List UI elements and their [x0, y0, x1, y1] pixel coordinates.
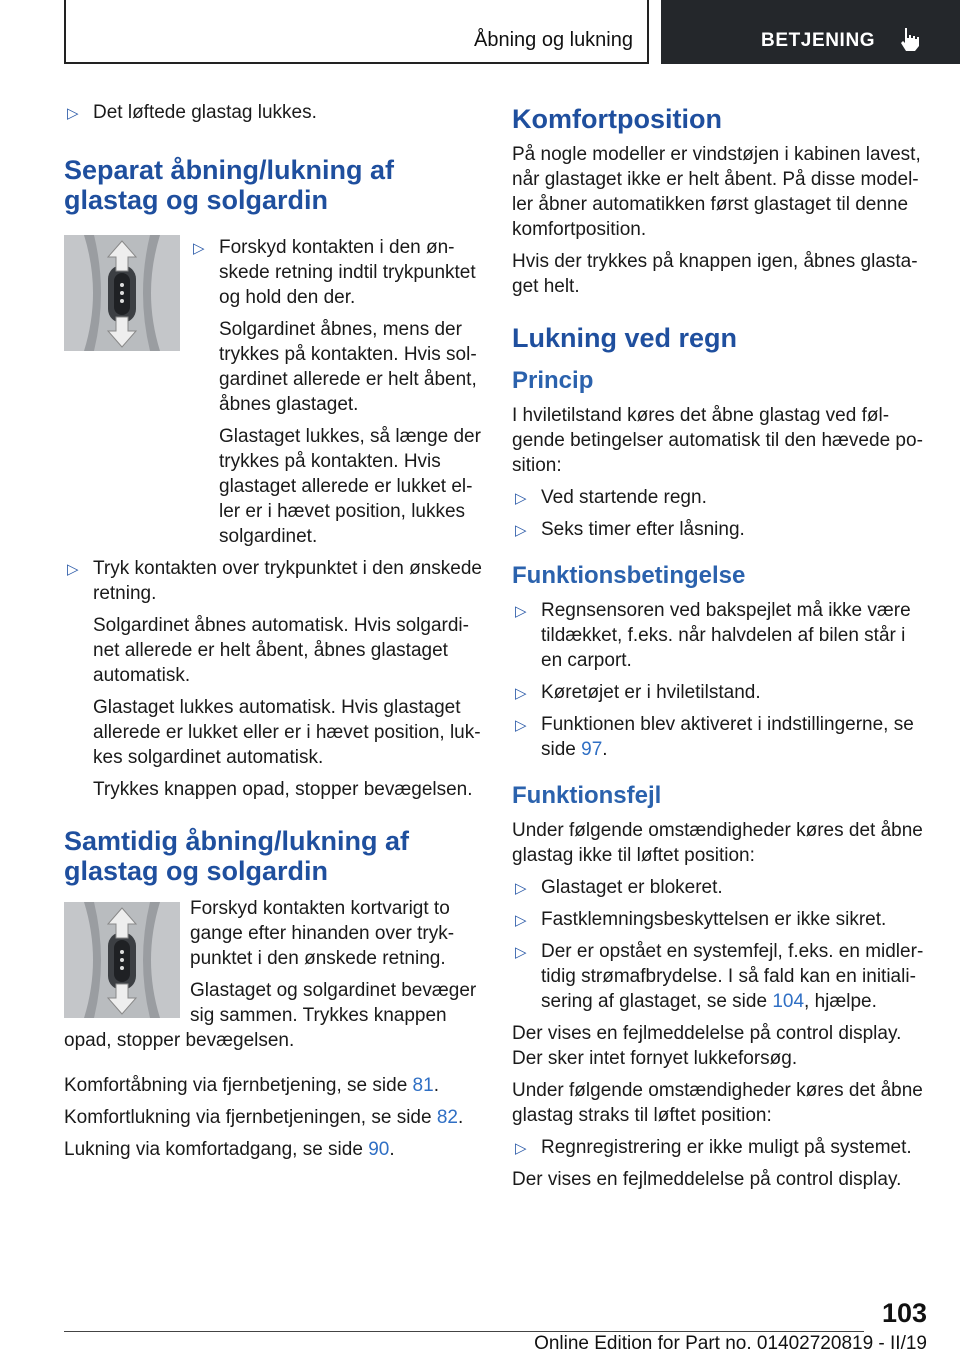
reference-list — [64, 1073, 482, 1162]
list-item: ▷ Ved startende regn. — [512, 485, 930, 510]
heading-function-fault: Funktionsfejl — [512, 782, 662, 809]
list-item: ▷ Fastklemningsbeskyttelsen er ikke sikret. — [512, 907, 930, 932]
triangle-bullet-icon: ▷ — [515, 522, 527, 539]
sunroof-switch-illustration — [64, 902, 180, 1018]
heading-simultaneous-opening: Samtidig åbning/lukning af glastag og solgardin — [64, 826, 410, 886]
triangle-bullet-icon: ▷ — [515, 490, 527, 507]
heading-comfort-position: Komfortposition — [512, 104, 722, 134]
triangle-bullet-icon: ▷ — [193, 240, 205, 257]
fault-paragraph-4: Der vises en fejlmeddelelse på control display. — [512, 1169, 902, 1190]
list-item: ▷ Glastaget er blokeret. — [512, 875, 930, 900]
heading-function-condition: Funktionsbetingelse — [512, 562, 746, 589]
footer-divider — [64, 1331, 864, 1332]
list-item: ▷ Seks timer efter låsning. — [512, 517, 930, 542]
reference-line: Komfortlukning via fjernbetjeningen, se side 82. — [64, 1107, 464, 1128]
simultaneous-block — [64, 896, 482, 1060]
page-link[interactable]: 81 — [412, 1075, 434, 1096]
triangle-bullet-icon: ▷ — [515, 685, 527, 702]
list-item: ▷ Køretøjet er i hviletilstand. — [512, 680, 930, 705]
reference-line: Komfortåbning via fjernbetjening, se side 81. — [64, 1075, 439, 1096]
list-item: ▷ Regnregistrering er ikke muligt på systemet. — [512, 1135, 930, 1160]
page-number: 103 — [881, 1298, 927, 1328]
fault-paragraph-2: Der vises en fejlmeddelelse på control display. Der sker intet fornyet lukkeforsøg. — [512, 1023, 902, 1069]
sunroof-switch-illustration — [64, 235, 180, 351]
triangle-bullet-icon: ▷ — [515, 603, 527, 620]
heading-principle: Princip — [512, 367, 594, 394]
triangle-bullet-icon: ▷ — [515, 912, 527, 929]
hand-pointer-icon — [897, 26, 923, 52]
triangle-bullet-icon: ▷ — [67, 561, 79, 578]
principle-paragraph: I hviletilstand køres det åbne glastag ved følgende betingelser automatisk til den hævede position: — [512, 405, 923, 476]
page-link[interactable]: 82 — [436, 1107, 458, 1128]
header-section-title: Åbning og lukning — [473, 29, 633, 51]
comfort-paragraph-2: Hvis der trykkes på knappen igen, åbnes glastaget helt. — [512, 251, 918, 297]
heading-rain-closing: Lukning ved regn — [512, 323, 738, 353]
triangle-bullet-icon: ▷ — [515, 717, 527, 734]
triangle-bullet-icon: ▷ — [515, 880, 527, 897]
sunroof-switch-image-2 — [64, 902, 180, 1018]
triangle-bullet-icon: ▷ — [67, 105, 79, 122]
reference-line: Lukning via komfortadgang, se side 90. — [64, 1139, 395, 1160]
footer-edition: Online Edition for Part no. 01402720819 - II/19 — [534, 1333, 927, 1354]
heading-separate-opening: Separat åbning/lukning af glastag og solgardin — [64, 155, 395, 215]
fault-paragraph-1: Under følgende omstændigheder køres det åbne glastag ikke til løftet position: — [512, 820, 923, 866]
simul-paragraph-1: Forskyd kontakten kortvarigt to gange efter hinanden over trykpunktet i den ønskede retning. — [190, 898, 455, 969]
list-item: ▷ Tryk kontakten over trykpunktet i den ønskede retning. Solgardinet åbnes automatisk. Hvis solgardinet allerede er helt åbent, åbnes glastaget automatisk. Glastaget lukkes automatisk. Hvis glastaget allerede er lukket eller er i hævet position, lukkes solgardinet automatisk. Trykkes knappen opad, stopper bevægelsen. — [67, 558, 482, 800]
list-item: ▷ Det løftede glastag lukkes. — [64, 100, 482, 125]
page-link[interactable]: 90 — [368, 1139, 390, 1160]
separate-block — [64, 235, 482, 556]
page-link[interactable]: 104 — [772, 991, 805, 1012]
page-link[interactable]: 97 — [581, 739, 603, 760]
list-item: ▷ Forskyd kontakten i den ønskede retning indtil trykpunktet og hold den der. Solgardinet åbnes, mens der trykkes på kontakten. Hvis solgardinet allerede er helt åbent, åbnes glastaget. Glastaget lukkes, så længe der trykkes på kontakten. Hvis glastaget allerede er lukket eller er i hævet position, lukkes solgardinet. — [193, 237, 481, 547]
list-item: ▷ Der er opstået en systemfejl, f.eks. en midlertidig strømafbrydelse. I så fald kan en initialisering af glastaget, se side 104, hjælpe. — [515, 941, 924, 1012]
simul-paragraph-2: Glastaget og solgardinet bevæger sig sammen. Trykkes knappen opad, stopper bevægelsen. — [64, 980, 477, 1051]
list-item: ▷ Funktionen blev aktiveret i indstillingerne, se side 97. — [515, 714, 914, 760]
triangle-bullet-icon: ▷ — [515, 944, 527, 961]
header-section-box — [64, 0, 649, 64]
left-column — [64, 100, 482, 1169]
comfort-paragraph-1: På nogle modeller er vindstøjen i kabinen lavest, når glastaget ikke er helt åbent. På disse modeller åbner automatikken først glastaget til denne komfortposition. — [512, 144, 921, 240]
header-chapter-box — [661, 0, 960, 64]
right-column — [512, 100, 930, 1199]
triangle-bullet-icon: ▷ — [515, 1140, 527, 1157]
sunroof-switch-image — [64, 235, 180, 351]
header-chapter-title: BETJENING — [761, 30, 876, 51]
fault-paragraph-3: Under følgende omstændigheder køres det åbne glastag straks til løftet position: — [512, 1080, 923, 1126]
list-item: ▷ Regnsensoren ved bakspejlet må ikke være tildækket, f.eks. når halvdelen af bilen står i en carport. — [515, 600, 911, 671]
